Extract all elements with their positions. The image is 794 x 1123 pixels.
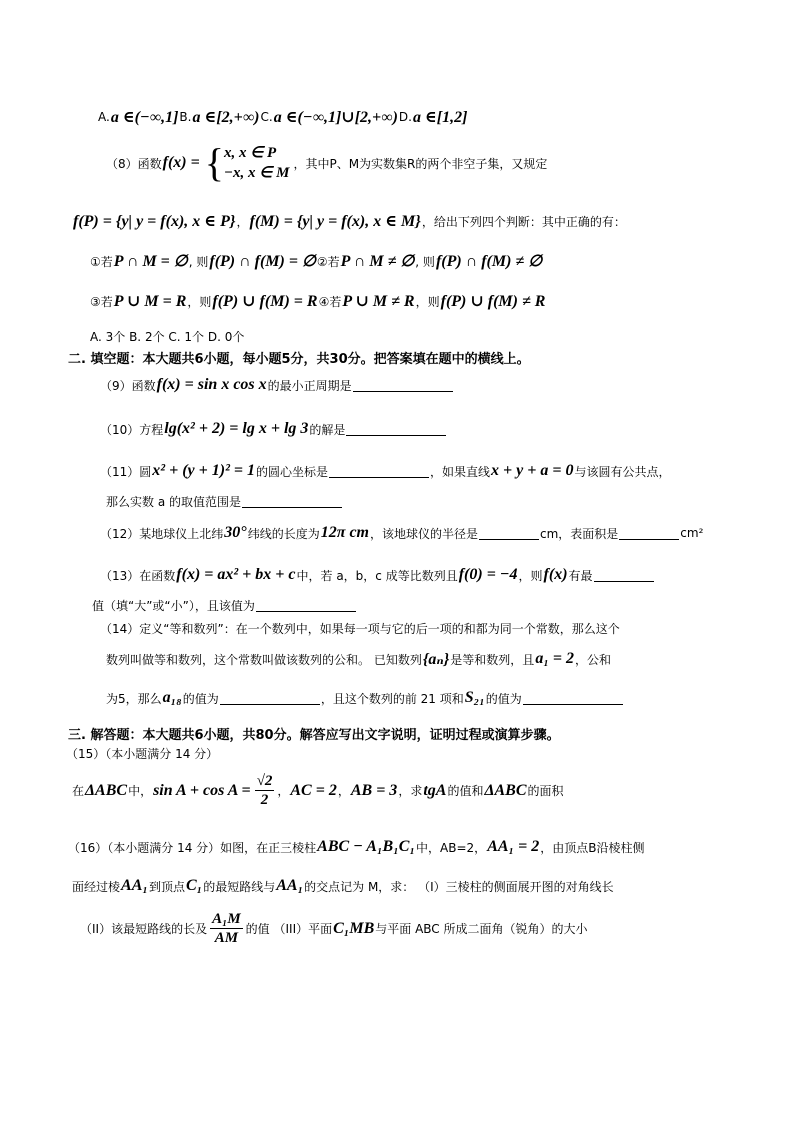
q14-cont-2 xyxy=(106,689,624,707)
q8-judgements-1-2 xyxy=(90,251,543,271)
fraction xyxy=(210,910,243,947)
math-expression: f(0) = −4 xyxy=(458,566,518,583)
text: ， xyxy=(236,214,249,229)
math-expression: f(P) ∪ f(M) = R xyxy=(212,293,318,310)
q13 xyxy=(100,566,655,584)
text: ，给出下列四个判断：其中正确的有： xyxy=(421,214,626,229)
text: ，该地球仪的半径是 xyxy=(369,526,478,541)
text: A. xyxy=(98,110,110,124)
text: （8）函数 xyxy=(106,156,162,171)
q15-heading xyxy=(66,745,218,762)
piecewise-case: x, x ∈ P xyxy=(223,145,277,161)
math-expression: S₂₁ xyxy=(464,689,485,706)
text: 的值和 xyxy=(447,784,484,798)
text: 有最 xyxy=(568,568,593,583)
math-expression: f(x) = ax² + bx + c xyxy=(176,566,296,583)
text: 数列叫做等和数列，这个常数叫做该数列的公和。 已知数列 xyxy=(106,652,422,667)
text: （16）（本小题满分 14 分）如图，在正三棱柱 xyxy=(68,840,317,855)
text: ， xyxy=(337,784,350,798)
q8-question xyxy=(106,140,548,185)
q11 xyxy=(100,462,670,480)
text: B. xyxy=(179,110,192,124)
answer-blank xyxy=(594,569,654,582)
q11-cont xyxy=(106,493,343,510)
math-expression: a ∈[2,+∞) xyxy=(192,109,260,126)
text: 的面积 xyxy=(527,784,564,798)
math-expression: f(x) xyxy=(543,566,568,583)
text: ④若 xyxy=(318,294,342,309)
math-expression: a ∈(−∞,1]∪[2,+∞) xyxy=(273,109,398,126)
text: 中，若 a，b，c 成等比数列且 xyxy=(296,568,458,583)
text: （13）在函数 xyxy=(100,568,176,583)
math-expression: P ∩ M ≠ ∅ xyxy=(340,253,415,270)
math-expression: AA₁ xyxy=(276,877,304,894)
text: 面经过棱 xyxy=(72,879,121,894)
math-expression: {aₙ} xyxy=(422,651,450,668)
text: ②若 xyxy=(316,254,340,269)
text: 的交点记为 M，求： （I）三棱柱的侧面展开图的对角线长 xyxy=(304,879,614,894)
text: 中， xyxy=(128,784,153,798)
text: C. xyxy=(260,110,273,124)
text: ， xyxy=(277,784,290,798)
math-expression: 30° xyxy=(224,524,247,541)
math-expression: f(P) ∩ f(M) ≠ ∅ xyxy=(435,253,543,270)
math-expression: P ∪ M ≠ R xyxy=(342,293,415,310)
math-expression: AA₁ = 2 xyxy=(487,838,540,855)
answer-blank xyxy=(329,465,429,478)
math-expression: a ∈(−∞,1] xyxy=(110,109,179,126)
q10 xyxy=(100,420,447,438)
text: 是等和数列，且 xyxy=(450,652,535,667)
piecewise-case: −x, x ∈ M xyxy=(223,165,290,181)
text: 的圆心坐标是 xyxy=(255,464,328,479)
answer-blank xyxy=(479,527,539,540)
math-expression: AB = 3 xyxy=(350,781,398,799)
brace: { xyxy=(204,140,224,185)
text: , 则 xyxy=(188,254,209,269)
math-expression: f(P) = {y| y = f(x), x ∈ P} xyxy=(73,213,236,230)
q15 xyxy=(72,772,564,809)
q8-definition xyxy=(72,211,626,231)
answer-blank xyxy=(220,692,320,705)
text: ，且这个数列的前 21 项和 xyxy=(320,691,464,706)
text: 中，AB=2， xyxy=(416,840,487,855)
q7-options xyxy=(98,107,468,127)
math-expression: f(M) = {y| y = f(x), x ∈ M} xyxy=(249,213,421,230)
denominator: 2 xyxy=(260,792,269,808)
math-expression: 12π cm xyxy=(320,524,369,541)
q13-cont xyxy=(92,597,357,614)
section-heading: 三. 解答题：本大题共6小题，共80分。解答应写出文字说明，证明过程或演算步骤。 xyxy=(68,728,560,743)
text: ，如果直线 xyxy=(430,464,491,479)
text: 与平面 ABC 所成二面角（锐角）的大小 xyxy=(375,922,588,936)
math-expression: ΔABC xyxy=(85,781,128,799)
denominator: AM xyxy=(214,930,239,946)
text: ，求 xyxy=(398,784,423,798)
math-expression: a₁₈ xyxy=(162,689,182,706)
math-expression: f(P) ∪ f(M) ≠ R xyxy=(440,293,546,310)
text: 的最小正周期是 xyxy=(267,378,352,393)
q8-options xyxy=(90,328,244,345)
math-expression: x + y + a = 0 xyxy=(491,462,574,479)
math-expression: AC = 2 xyxy=(290,781,337,799)
section-2-heading xyxy=(68,348,530,367)
math-expression: a₁ = 2 xyxy=(535,650,575,667)
math-expression: f(P) ∩ f(M) = ∅ xyxy=(209,253,316,270)
text: （10）方程 xyxy=(100,422,164,437)
text: 与该圆有公共点， xyxy=(574,464,671,479)
text: （II）该最短路线的长及 xyxy=(80,922,208,936)
text: 的值为 xyxy=(182,691,219,706)
q9 xyxy=(100,376,454,394)
text: ①若 xyxy=(90,254,113,269)
text: 的解是 xyxy=(309,422,346,437)
text: 在 xyxy=(72,784,85,798)
math-expression: f(x) = sin x cos x xyxy=(156,376,267,393)
section-heading: 二. 填空题：本大题共6小题，每小题5分，共30分。把答案填在题中的横线上。 xyxy=(68,352,530,367)
math-expression: P ∩ M = ∅ xyxy=(113,253,188,270)
q14-cont xyxy=(106,649,611,669)
fraction xyxy=(255,772,275,809)
q16-cont xyxy=(72,877,614,895)
text: 的值为 xyxy=(485,691,522,706)
numerator: √2 xyxy=(256,773,273,789)
text: cm，表面积是 xyxy=(540,526,619,541)
text: 到顶点 xyxy=(148,879,185,894)
math-expression: C₁MB xyxy=(333,919,375,937)
piecewise-definition xyxy=(204,140,290,185)
text: （12）某地球仪上北纬 xyxy=(100,526,224,541)
q16-cont-2 xyxy=(80,910,588,947)
text: ，由顶点B沿棱柱侧 xyxy=(540,840,645,855)
math-expression: C₁ xyxy=(185,877,203,894)
text: 的最短路线与 xyxy=(203,879,276,894)
text: D. xyxy=(398,110,412,124)
text: ，则 xyxy=(518,568,543,583)
math-expression: tgA xyxy=(423,781,447,799)
text: , 则 xyxy=(415,254,435,269)
answer-blank xyxy=(353,379,453,392)
math-expression: sin A + cos A = xyxy=(153,781,251,799)
section-3-heading xyxy=(68,724,560,743)
answer-blank xyxy=(619,527,679,540)
text: ，则 xyxy=(415,294,440,309)
answer-blank xyxy=(523,692,623,705)
q8-judgements-3-4 xyxy=(90,291,546,311)
text: （14）定义“等和数列”：在一个数列中，如果每一项与它的后一项的和都为同一个常数，那么这个 xyxy=(100,622,620,636)
text: 值（填“大”或“小”），且该值为 xyxy=(92,599,255,613)
q12 xyxy=(100,524,703,542)
numerator: A₁M xyxy=(212,911,241,927)
text: 那么实数 a 的取值范围是 xyxy=(106,495,241,509)
text: （11）圆 xyxy=(100,464,152,479)
text: 的值 （III）平面 xyxy=(245,922,333,936)
text: ，则 xyxy=(187,294,212,309)
text: 纬线的长度为 xyxy=(247,526,320,541)
q14 xyxy=(100,620,620,637)
text: （15）（本小题满分 14 分） xyxy=(66,747,219,761)
text: A. 3个 B. 2个 C. 1个 D. 0个 xyxy=(90,330,245,344)
math-expression: P ∪ M = R xyxy=(113,293,187,310)
answer-blank xyxy=(346,423,446,436)
text: 为5，那么 xyxy=(106,691,162,706)
q16 xyxy=(68,838,644,856)
answer-blank xyxy=(242,495,342,508)
math-expression: ΔABC xyxy=(484,781,527,799)
text: cm² xyxy=(680,526,704,540)
text: ③若 xyxy=(90,294,113,309)
math-expression: f(x) = xyxy=(162,154,200,171)
math-expression: AA₁ xyxy=(121,877,148,894)
math-expression: a ∈[1,2] xyxy=(412,109,468,126)
text: （9）函数 xyxy=(100,378,156,393)
math-expression: x² + (y + 1)² = 1 xyxy=(152,462,255,479)
answer-blank xyxy=(256,599,356,612)
text: ，公和 xyxy=(575,652,612,667)
math-expression: ABC − A₁B₁C₁ xyxy=(317,838,416,855)
text: ，其中P、M为实数集R的两个非空子集，又规定 xyxy=(293,156,548,171)
math-expression: lg(x² + 2) = lg x + lg 3 xyxy=(164,420,309,437)
